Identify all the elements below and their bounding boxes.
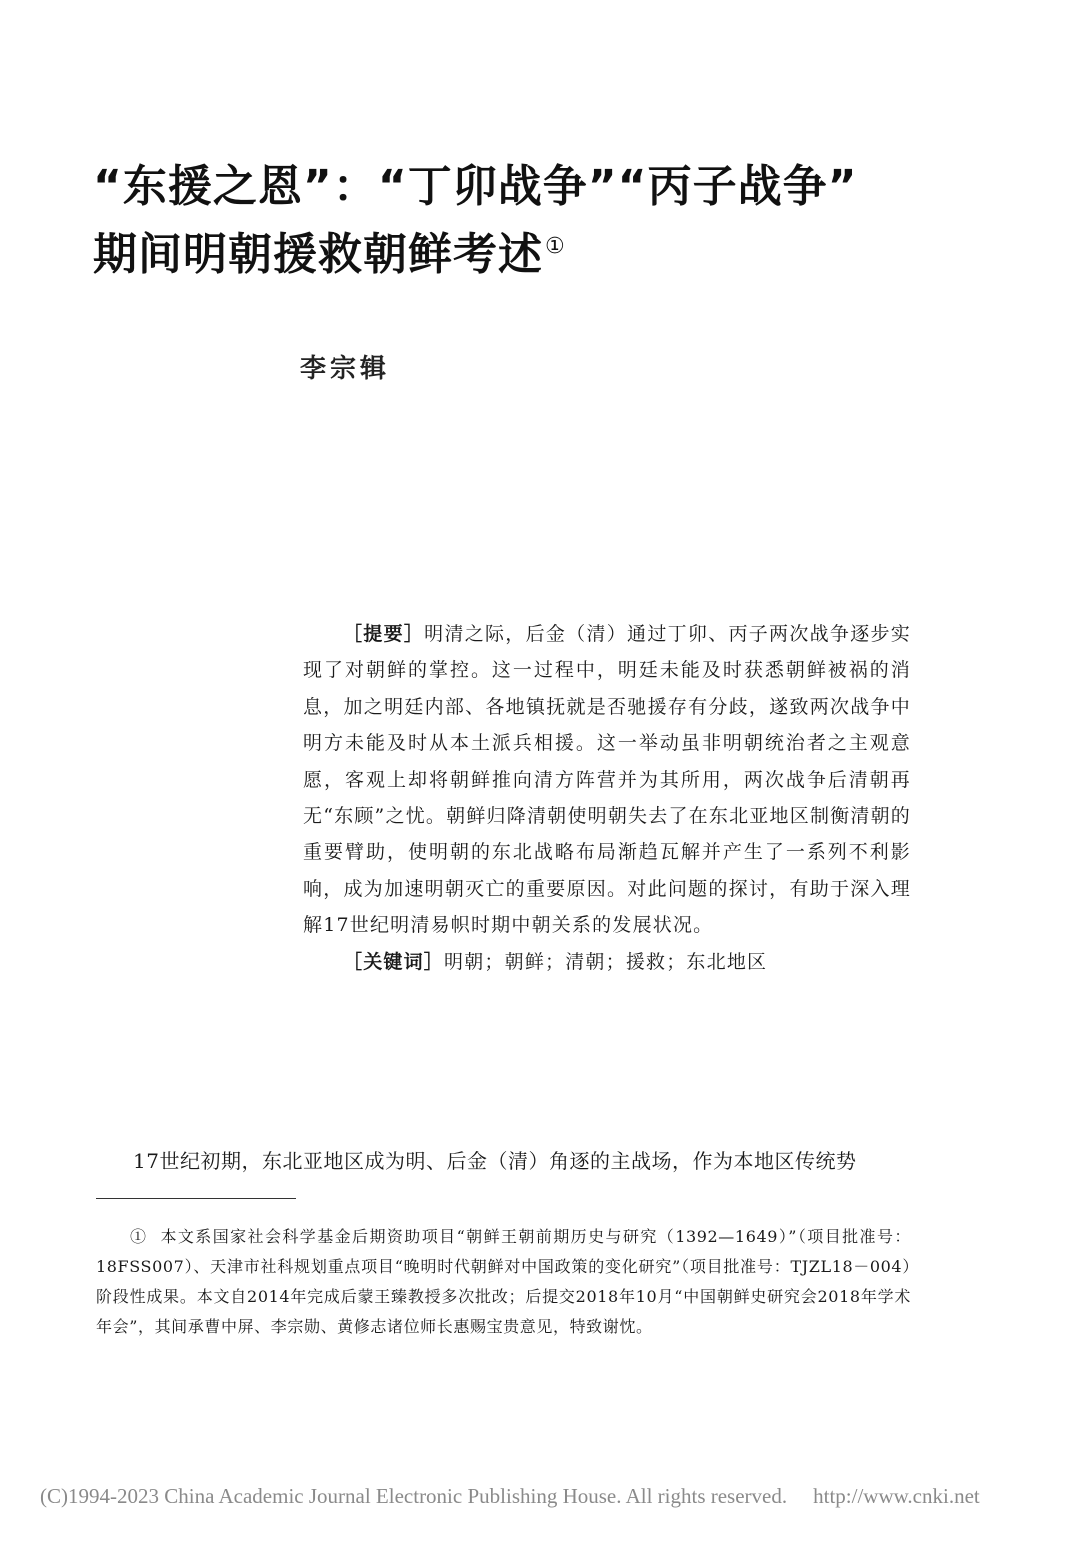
copyright-text: (C)1994-2023 China Academic Journal Electronic Publishing House. All rights reserved.	[40, 1484, 788, 1508]
footnote-paragraph	[96, 1222, 911, 1342]
article-title-line-1: “东援之恩”：“丁卯战争”“丙子战争”	[93, 161, 858, 212]
body-text-first-line: 17世纪初期，东北亚地区成为明、后金（清）角逐的主战场，作为本地区传统势	[133, 1149, 857, 1173]
copyright-url: http://www.cnki.net	[813, 1484, 980, 1508]
footnote-text: 本文系国家社会科学基金后期资助项目“朝鲜王朝前期历史与研究（1392—1649）”（项目批准号：18FSS007）、天津市社科规划重点项目“晚明时代朝鲜对中国政策的变化研究”（项目批准号：TJZL18－004）阶段性成果。本文自2014年完成后蒙王臻教授多次批改；后提交2018年10月“中国朝鲜史研究会2018年学术年会”，其间承曹中屏、李宗勋、黄修志诸位师长惠赐宝贵意见，特致谢忱。	[96, 1227, 911, 1336]
abstract-paragraph	[303, 616, 911, 944]
abstract-block	[303, 616, 911, 980]
author-name: 李宗辑	[300, 354, 391, 384]
abstract-text: 明清之际，后金（清）通过丁卯、丙子两次战争逐步实现了对朝鲜的掌控。这一过程中，明廷未能及时获悉朝鲜被祸的消息，加之明廷内部、各地镇抚就是否驰援存有分歧，遂致两次战争中明方未能及时从本土派兵相援。这一举动虽非明朝统治者之主观意愿，客观上却将朝鲜推向清方阵营并为其所用，两次战争后清朝再无“东顾”之忧。朝鲜归降清朝使明朝失去了在东北亚地区制衡清朝的重要臂助，使明朝的东北战略布局渐趋瓦解并产生了一系列不利影响，成为加速明朝灭亡的重要原因。对此问题的探讨，有助于深入理解17世纪明清易帜时期中朝关系的发展状况。	[303, 623, 911, 937]
copyright-watermark	[40, 1484, 980, 1509]
article-title-line-2	[93, 218, 566, 282]
footnote-divider	[96, 1198, 296, 1199]
footnote-block	[96, 1222, 911, 1342]
keywords-text: 明朝；朝鲜；清朝；援救；东北地区	[444, 950, 768, 973]
footnote-marker: ①	[130, 1227, 148, 1246]
abstract-label: ［提要］	[343, 623, 425, 645]
article-title-line-2-text: 期间明朝援救朝鲜考述	[93, 229, 543, 280]
keywords-paragraph	[303, 944, 911, 980]
keywords-label: ［关键词］	[343, 950, 445, 973]
title-footnote-marker: ①	[545, 234, 566, 260]
